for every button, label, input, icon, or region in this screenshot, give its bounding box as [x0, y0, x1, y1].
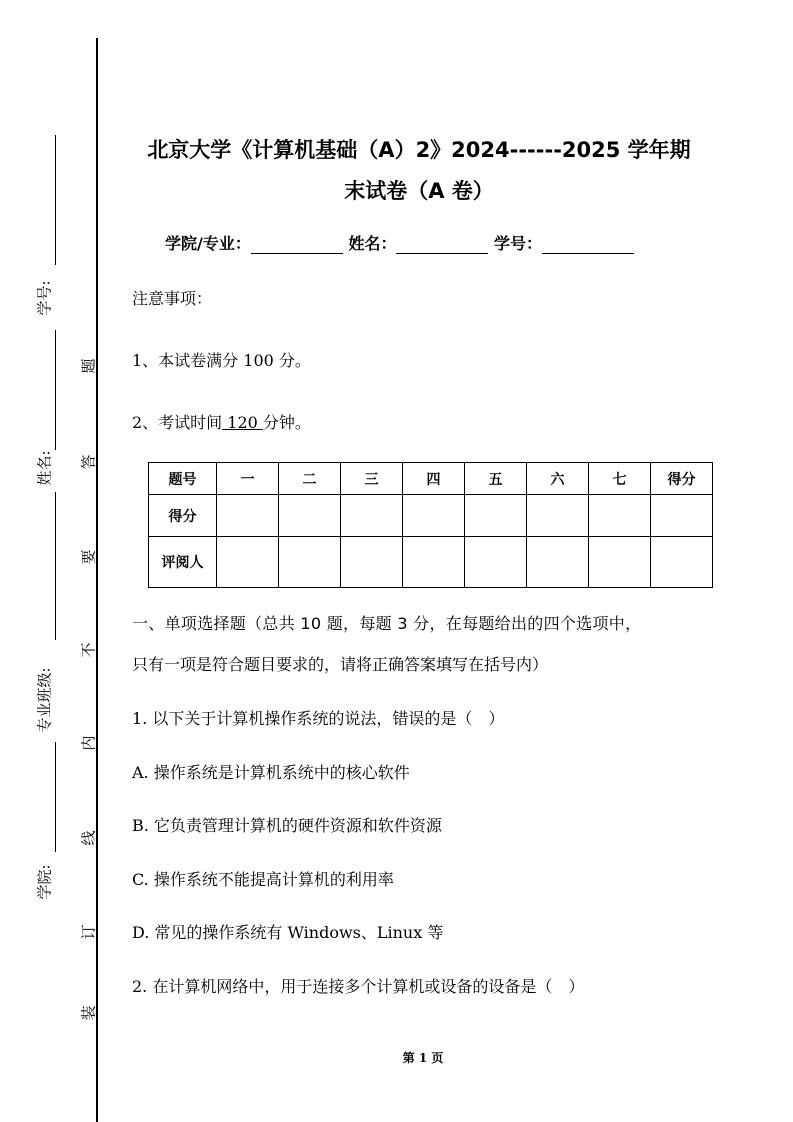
table-header: 一 — [217, 463, 279, 495]
name-label: 姓名： — [348, 234, 397, 253]
exam-duration: 120 — [222, 413, 263, 432]
id-label: 学号： — [494, 234, 543, 253]
college-label: 学院/专业： — [165, 234, 251, 253]
score-cell — [217, 495, 279, 537]
college-field[interactable] — [251, 234, 343, 254]
grader-cell — [651, 537, 713, 588]
score-cell — [341, 495, 403, 537]
margin-name-label: 姓名: — [35, 450, 54, 486]
grader-cell — [589, 537, 651, 588]
score-cell — [279, 495, 341, 537]
note-item: 1、本试卷满分 100 分。 — [132, 351, 311, 370]
grader-cell — [217, 537, 279, 588]
margin-blank-line — [55, 492, 56, 640]
grader-cell — [403, 537, 465, 588]
grader-cell — [527, 537, 589, 588]
table-row — [149, 495, 713, 537]
note-item — [132, 410, 311, 433]
student-info-line — [165, 231, 634, 254]
page-number: 第 1 页 — [402, 1051, 444, 1065]
margin-student-id-label: 学号: — [35, 280, 54, 316]
margin-warning-char: 不 — [79, 642, 98, 658]
question-2: 2. 在计算机网络中，用于连接多个计算机或设备的设备是（ ） — [132, 977, 585, 996]
exam-title-line2: 末试卷（A 卷） — [344, 179, 494, 203]
student-id-field[interactable] — [542, 234, 634, 254]
exam-title: 北京大学《计算机基础（A）2》2024------2025 学年期 — [147, 138, 691, 162]
margin-warning-char: 内 — [79, 735, 98, 751]
grader-cell — [279, 537, 341, 588]
note-text: 2、考试时间 — [132, 413, 223, 432]
notes-heading: 注意事项： — [132, 289, 213, 308]
row-label: 评阅人 — [149, 537, 217, 588]
score-cell — [465, 495, 527, 537]
table-header: 题号 — [149, 463, 217, 495]
table-header: 四 — [403, 463, 465, 495]
name-field[interactable] — [396, 234, 488, 254]
row-label: 得分 — [149, 495, 217, 537]
margin-warning-char: 线 — [79, 830, 98, 846]
margin-blank-line — [55, 742, 56, 852]
score-cell — [589, 495, 651, 537]
option-c: C. 操作系统不能提高计算机的利用率 — [132, 870, 394, 889]
section-heading: 一、单项选择题（总共 10 题，每题 3 分，在每题给出的四个选项中， — [132, 614, 642, 633]
score-cell — [651, 495, 713, 537]
score-cell — [403, 495, 465, 537]
score-table — [148, 462, 713, 588]
score-cell — [527, 495, 589, 537]
option-b: B. 它负责管理计算机的硬件资源和软件资源 — [132, 816, 442, 835]
note-text: 分钟。 — [262, 413, 311, 432]
margin-college-label: 学院: — [35, 864, 54, 900]
margin-warning-char: 要 — [79, 549, 98, 565]
section-instructions: 只有一项是符合题目要求的，请将正确答案填写在括号内） — [132, 655, 549, 674]
table-row — [149, 537, 713, 588]
option-d: D. 常见的操作系统有 Windows、Linux 等 — [132, 923, 444, 942]
table-header-row — [149, 463, 713, 495]
margin-blank-line — [55, 330, 56, 450]
margin-class-label: 专业班级: — [35, 667, 54, 733]
question-1: 1. 以下关于计算机操作系统的说法，错误的是（ ） — [132, 709, 505, 728]
table-header: 得分 — [651, 463, 713, 495]
margin-warning-char: 题 — [79, 358, 98, 374]
grader-cell — [465, 537, 527, 588]
margin-warning-char: 答 — [79, 454, 98, 470]
grader-cell — [341, 537, 403, 588]
table-header: 五 — [465, 463, 527, 495]
table-header: 二 — [279, 463, 341, 495]
table-header: 三 — [341, 463, 403, 495]
margin-warning-char: 装 — [79, 1005, 98, 1021]
table-header: 七 — [589, 463, 651, 495]
margin-warning-char: 订 — [79, 924, 98, 940]
table-header: 六 — [527, 463, 589, 495]
option-a: A. 操作系统是计算机系统中的核心软件 — [132, 763, 410, 782]
